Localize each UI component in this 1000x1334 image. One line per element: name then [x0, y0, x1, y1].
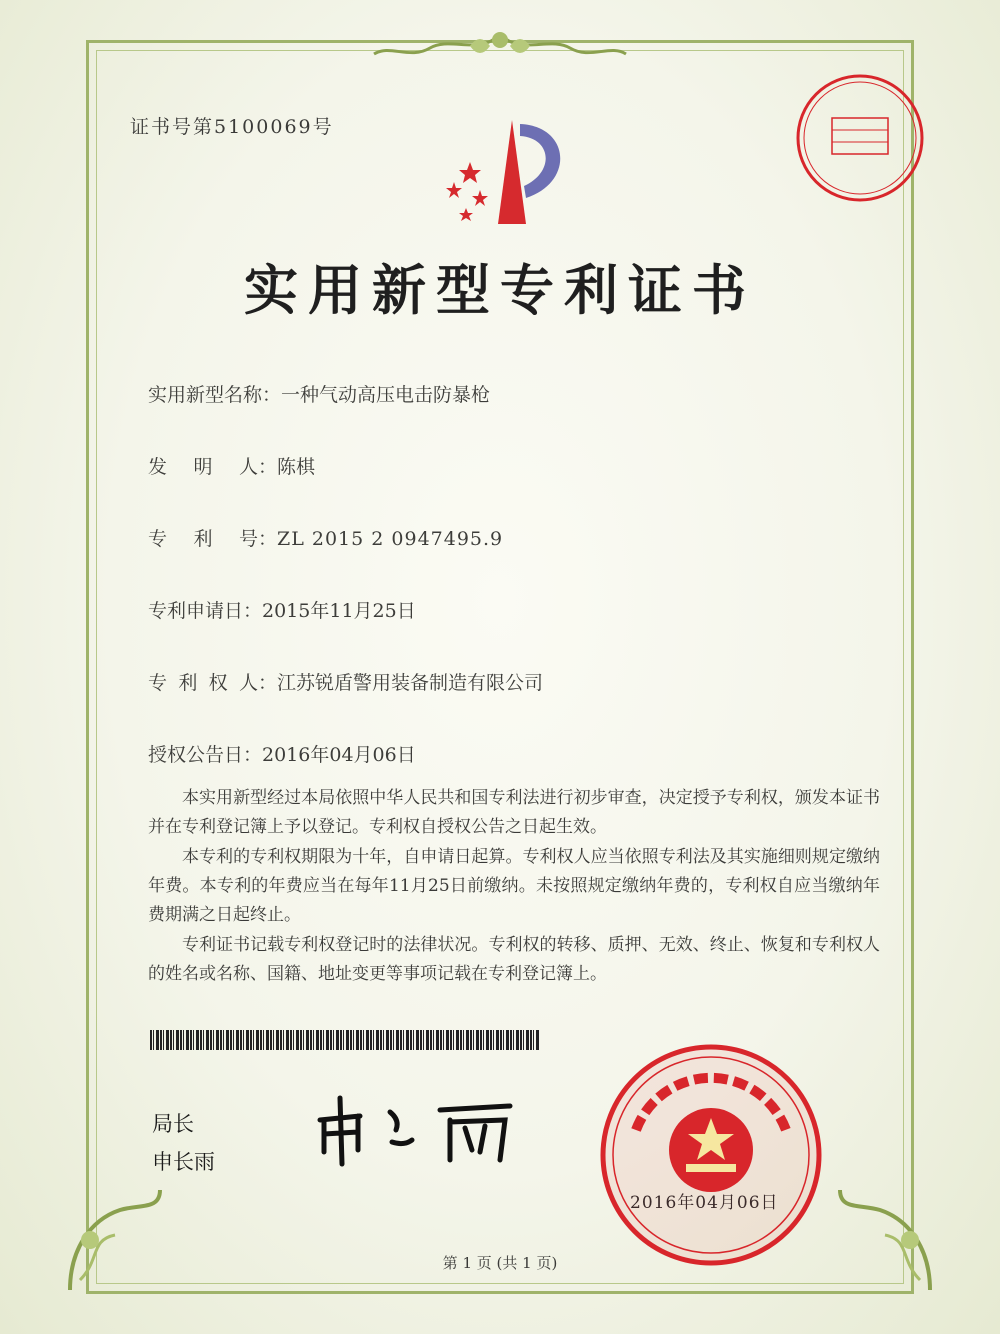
- announcement-date-row: [148, 740, 416, 767]
- director-name: 申长雨: [152, 1150, 215, 1174]
- director-signature-icon: [300, 1090, 530, 1170]
- field-value: 江苏锐盾警用装备制造有限公司: [277, 672, 544, 694]
- certificate-number: 证书号第5100069号: [130, 116, 334, 138]
- corner-ornament-icon: [60, 1180, 170, 1300]
- body-paragraph: 专利证书记载专利权登记时的法律状况。专利权的转移、质押、无效、终止、恢复和专利权人的姓名或名称、国籍、地址变更等事项记载在专利登记簿上。: [148, 935, 880, 984]
- top-ornament-icon: [370, 26, 630, 72]
- field-label: 发 明 人: [148, 456, 258, 478]
- national-ip-office-seal-icon: [596, 1040, 826, 1270]
- tax-stamp-seal-icon: [790, 68, 930, 208]
- utility-model-name-row: [148, 380, 490, 407]
- patent-number-row: 专 利 号 ：ZL 2015 2 0947495.9: [148, 524, 503, 551]
- field-value: 陈棋: [277, 456, 316, 478]
- page-footer: 第 1 页 (共 1 页): [442, 1254, 558, 1272]
- field-label: 专利申请日：: [148, 600, 263, 622]
- corner-ornament-icon: [830, 1180, 940, 1300]
- field-value: 2015年11月25日: [262, 600, 416, 622]
- field-label: 实用新型名称：: [148, 384, 282, 406]
- seal-date: 2016年04月06日: [630, 1193, 779, 1213]
- certificate-title: 实用新型专利证书: [244, 258, 756, 322]
- body-paragraph: 本实用新型经过本局依照中华人民共和国专利法进行初步审查，决定授予专利权，颁发本证书并在专利登记簿上予以登记。专利权自授权公告之日起生效。: [148, 788, 880, 837]
- field-label: 专 利 号: [148, 528, 258, 550]
- field-value: 2016年04月06日: [262, 744, 416, 766]
- patentee-row: 专 利 权 人 ：江苏锐盾警用装备制造有限公司: [148, 668, 543, 695]
- body-paragraph: 本专利的专利权期限为十年，自申请日起算。专利权人应当依照专利法及其实施细则规定缴纳年费。本专利的年费应当在每年11月25日前缴纳。未按照规定缴纳年费的，专利权自应当缴纳年费期满之日起终止。: [148, 847, 880, 925]
- filing-date-row: [148, 596, 416, 623]
- field-value: ZL 2015 2 0947495.9: [277, 528, 504, 550]
- inventor-row: 发 明 人 ：陈棋: [148, 452, 315, 479]
- field-value: 一种气动高压电击防暴枪: [281, 384, 491, 406]
- patent-office-emblem-icon: [440, 112, 570, 232]
- barcode: [150, 1030, 540, 1050]
- field-label: 专 利 权 人: [148, 672, 258, 694]
- director-title: 局长: [152, 1112, 194, 1136]
- field-label: 授权公告日：: [148, 744, 263, 766]
